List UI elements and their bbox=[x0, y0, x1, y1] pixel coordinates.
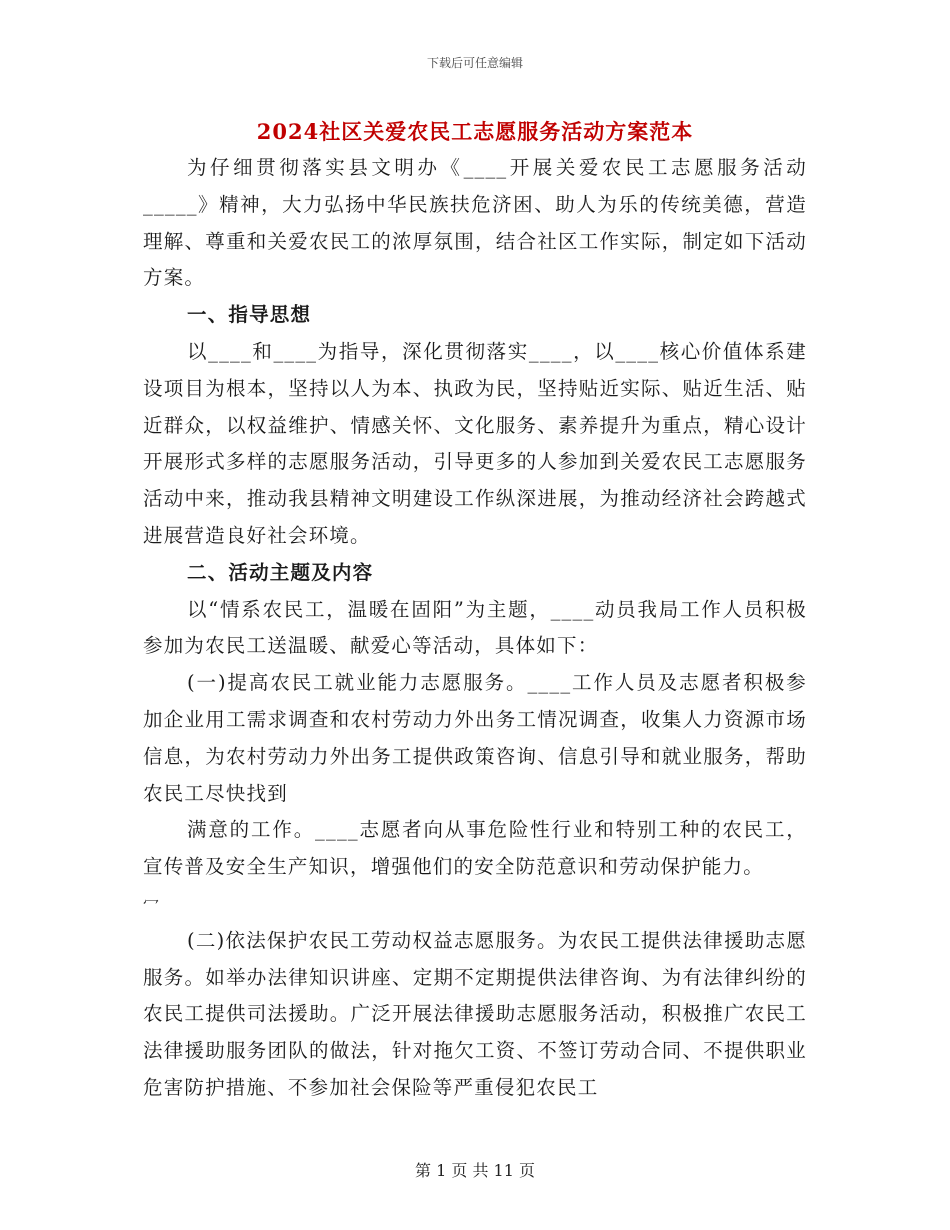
section-heading-1: 一、指导思想 bbox=[187, 303, 312, 327]
item-1-paragraph: (一)提高农民工就业能力志愿服务。____工作人员及志愿者积极参加企业用工需求调查和农村劳动力外出务工情况调查，收集人力资源市场信息，为农村劳动力外出务工提供政策咨询、信息引导和就业服务，帮助农民工尽快找到 bbox=[143, 671, 807, 805]
intro-paragraph: 为仔细贯彻落实县文明办《____开展关爱农民工志愿服务活动_____》精神，大力弘扬中华民族扶危济困、助人为乐的传统美德，营造理解、尊重和关爱农民工的浓厚氛围，结合社区工作实际，制定如下活动方案。 bbox=[143, 156, 807, 290]
document-title: 2024社区关爱农民工志愿服务活动方案范本 bbox=[256, 119, 694, 144]
section-heading-2: 二、活动主题及内容 bbox=[187, 560, 374, 584]
guiding-paragraph: 以____和____为指导，深化贯彻落实____，以____核心价值体系建设项目为根本，坚持以人为本、执政为民，坚持贴近实际、贴近生活、贴近群众，以权益维护、情感关怀、文化服务、素养提升为重点，精心设计开展形式多样的志愿服务活动，引导更多的人参加到关爱农民工志愿服务活动中来，推动我县精神文明建设工作纵深进展，为推动经济社会跨越式进展营造良好社会环境。 bbox=[143, 339, 807, 547]
theme-paragraph: 以“情系农民工，温暖在固阳”为主题，____动员我局工作人员积极参加为农民工送温暖、献爱心等活动，具体如下： bbox=[143, 597, 807, 658]
document-body bbox=[143, 150, 807, 1107]
item-2-paragraph: (二)依法保护农民工劳动权益志愿服务。为农民工提供法律援助志愿服务。如举办法律知识讲座、定期不定期提供法律咨询、为有法律纠纷的农民工提供司法援助。广泛开展法律援助志愿服务活动，积极推广农民工法律援助服务团队的做法，针对拖欠工资、不签订劳动合同、不提供职业危害防护措施、不参加社会保险等严重侵犯农民工 bbox=[143, 928, 807, 1099]
item-1-continued: 满意的工作。____志愿者向从事危险性行业和特别工种的农民工，宣传普及安全生产知识，增强他们的安全防范意识和劳动保护能力。 bbox=[143, 818, 807, 879]
stray-mark: 冖 bbox=[143, 893, 161, 913]
header-note: 下载后可任意编辑 bbox=[426, 56, 523, 70]
page-footer: 第 1 页 共 11 页 bbox=[415, 1161, 535, 1180]
